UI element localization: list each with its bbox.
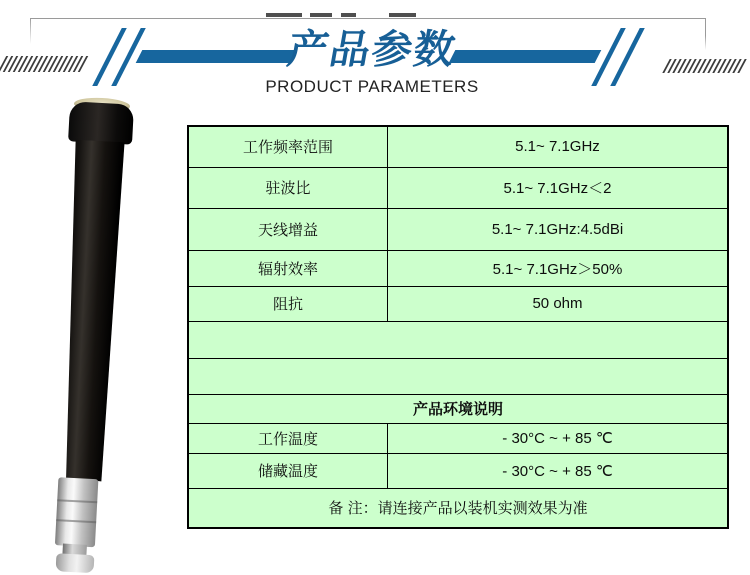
connector-groove bbox=[57, 499, 97, 503]
spec-label: 天线增益 bbox=[188, 208, 388, 250]
cropped-text-remnant bbox=[341, 13, 356, 17]
hatch-marks-right-icon bbox=[666, 59, 743, 73]
empty-cell bbox=[188, 321, 728, 358]
table-row bbox=[188, 286, 728, 321]
spec-value: 5.1~ 7.1GHz＞50% bbox=[388, 250, 729, 286]
table-row bbox=[188, 208, 728, 250]
frame-left-stub bbox=[30, 18, 31, 44]
page-title: 产品参数 bbox=[284, 28, 460, 72]
frame-right-stub bbox=[705, 18, 706, 50]
antenna-cap bbox=[68, 101, 134, 144]
table-row-section bbox=[188, 394, 728, 423]
table-row bbox=[188, 250, 728, 286]
section-header: 产品环境说明 bbox=[188, 394, 728, 423]
table-row-empty bbox=[188, 321, 728, 358]
spec-table bbox=[187, 125, 729, 529]
spec-value: 50 ohm bbox=[388, 286, 729, 321]
spec-value: 5.1~ 7.1GHz:4.5dBi bbox=[388, 208, 729, 250]
cropped-text-remnant bbox=[266, 13, 302, 17]
page-subtitle: PRODUCT PARAMETERS bbox=[265, 77, 479, 96]
spec-value: - 30°C ~ + 85 ℃ bbox=[388, 453, 729, 488]
table-row-note bbox=[188, 488, 728, 528]
spec-label: 储藏温度 bbox=[188, 453, 388, 488]
note-text: 备 注：请连接产品以装机实测效果为准 bbox=[188, 488, 728, 528]
cropped-text-remnant bbox=[310, 13, 332, 17]
spec-value: 5.1~ 7.1GHz＜2 bbox=[388, 167, 729, 208]
table-row bbox=[188, 126, 728, 167]
spec-value: - 30°C ~ + 85 ℃ bbox=[388, 423, 729, 453]
antenna-body bbox=[7, 91, 172, 575]
frame-top-line bbox=[30, 18, 706, 19]
double-slash-left-icon bbox=[92, 28, 127, 86]
spec-label: 阻抗 bbox=[188, 286, 388, 321]
table-row bbox=[188, 167, 728, 208]
antenna-rod bbox=[48, 139, 134, 482]
hatch-marks-left-icon bbox=[2, 56, 84, 72]
connector-groove bbox=[56, 519, 96, 523]
cropped-text-remnant bbox=[389, 13, 416, 17]
spec-label: 驻波比 bbox=[188, 167, 388, 208]
antenna-metal-connector bbox=[55, 477, 99, 547]
table-row bbox=[188, 453, 728, 488]
spec-label: 辐射效率 bbox=[188, 250, 388, 286]
spec-label: 工作频率范围 bbox=[188, 126, 388, 167]
product-photo-antenna bbox=[32, 95, 172, 575]
spec-value: 5.1~ 7.1GHz bbox=[388, 126, 729, 167]
empty-cell bbox=[188, 358, 728, 394]
table-row bbox=[188, 423, 728, 453]
antenna-connector-base bbox=[56, 553, 95, 573]
spec-label: 工作温度 bbox=[188, 423, 388, 453]
table-row-empty bbox=[188, 358, 728, 394]
